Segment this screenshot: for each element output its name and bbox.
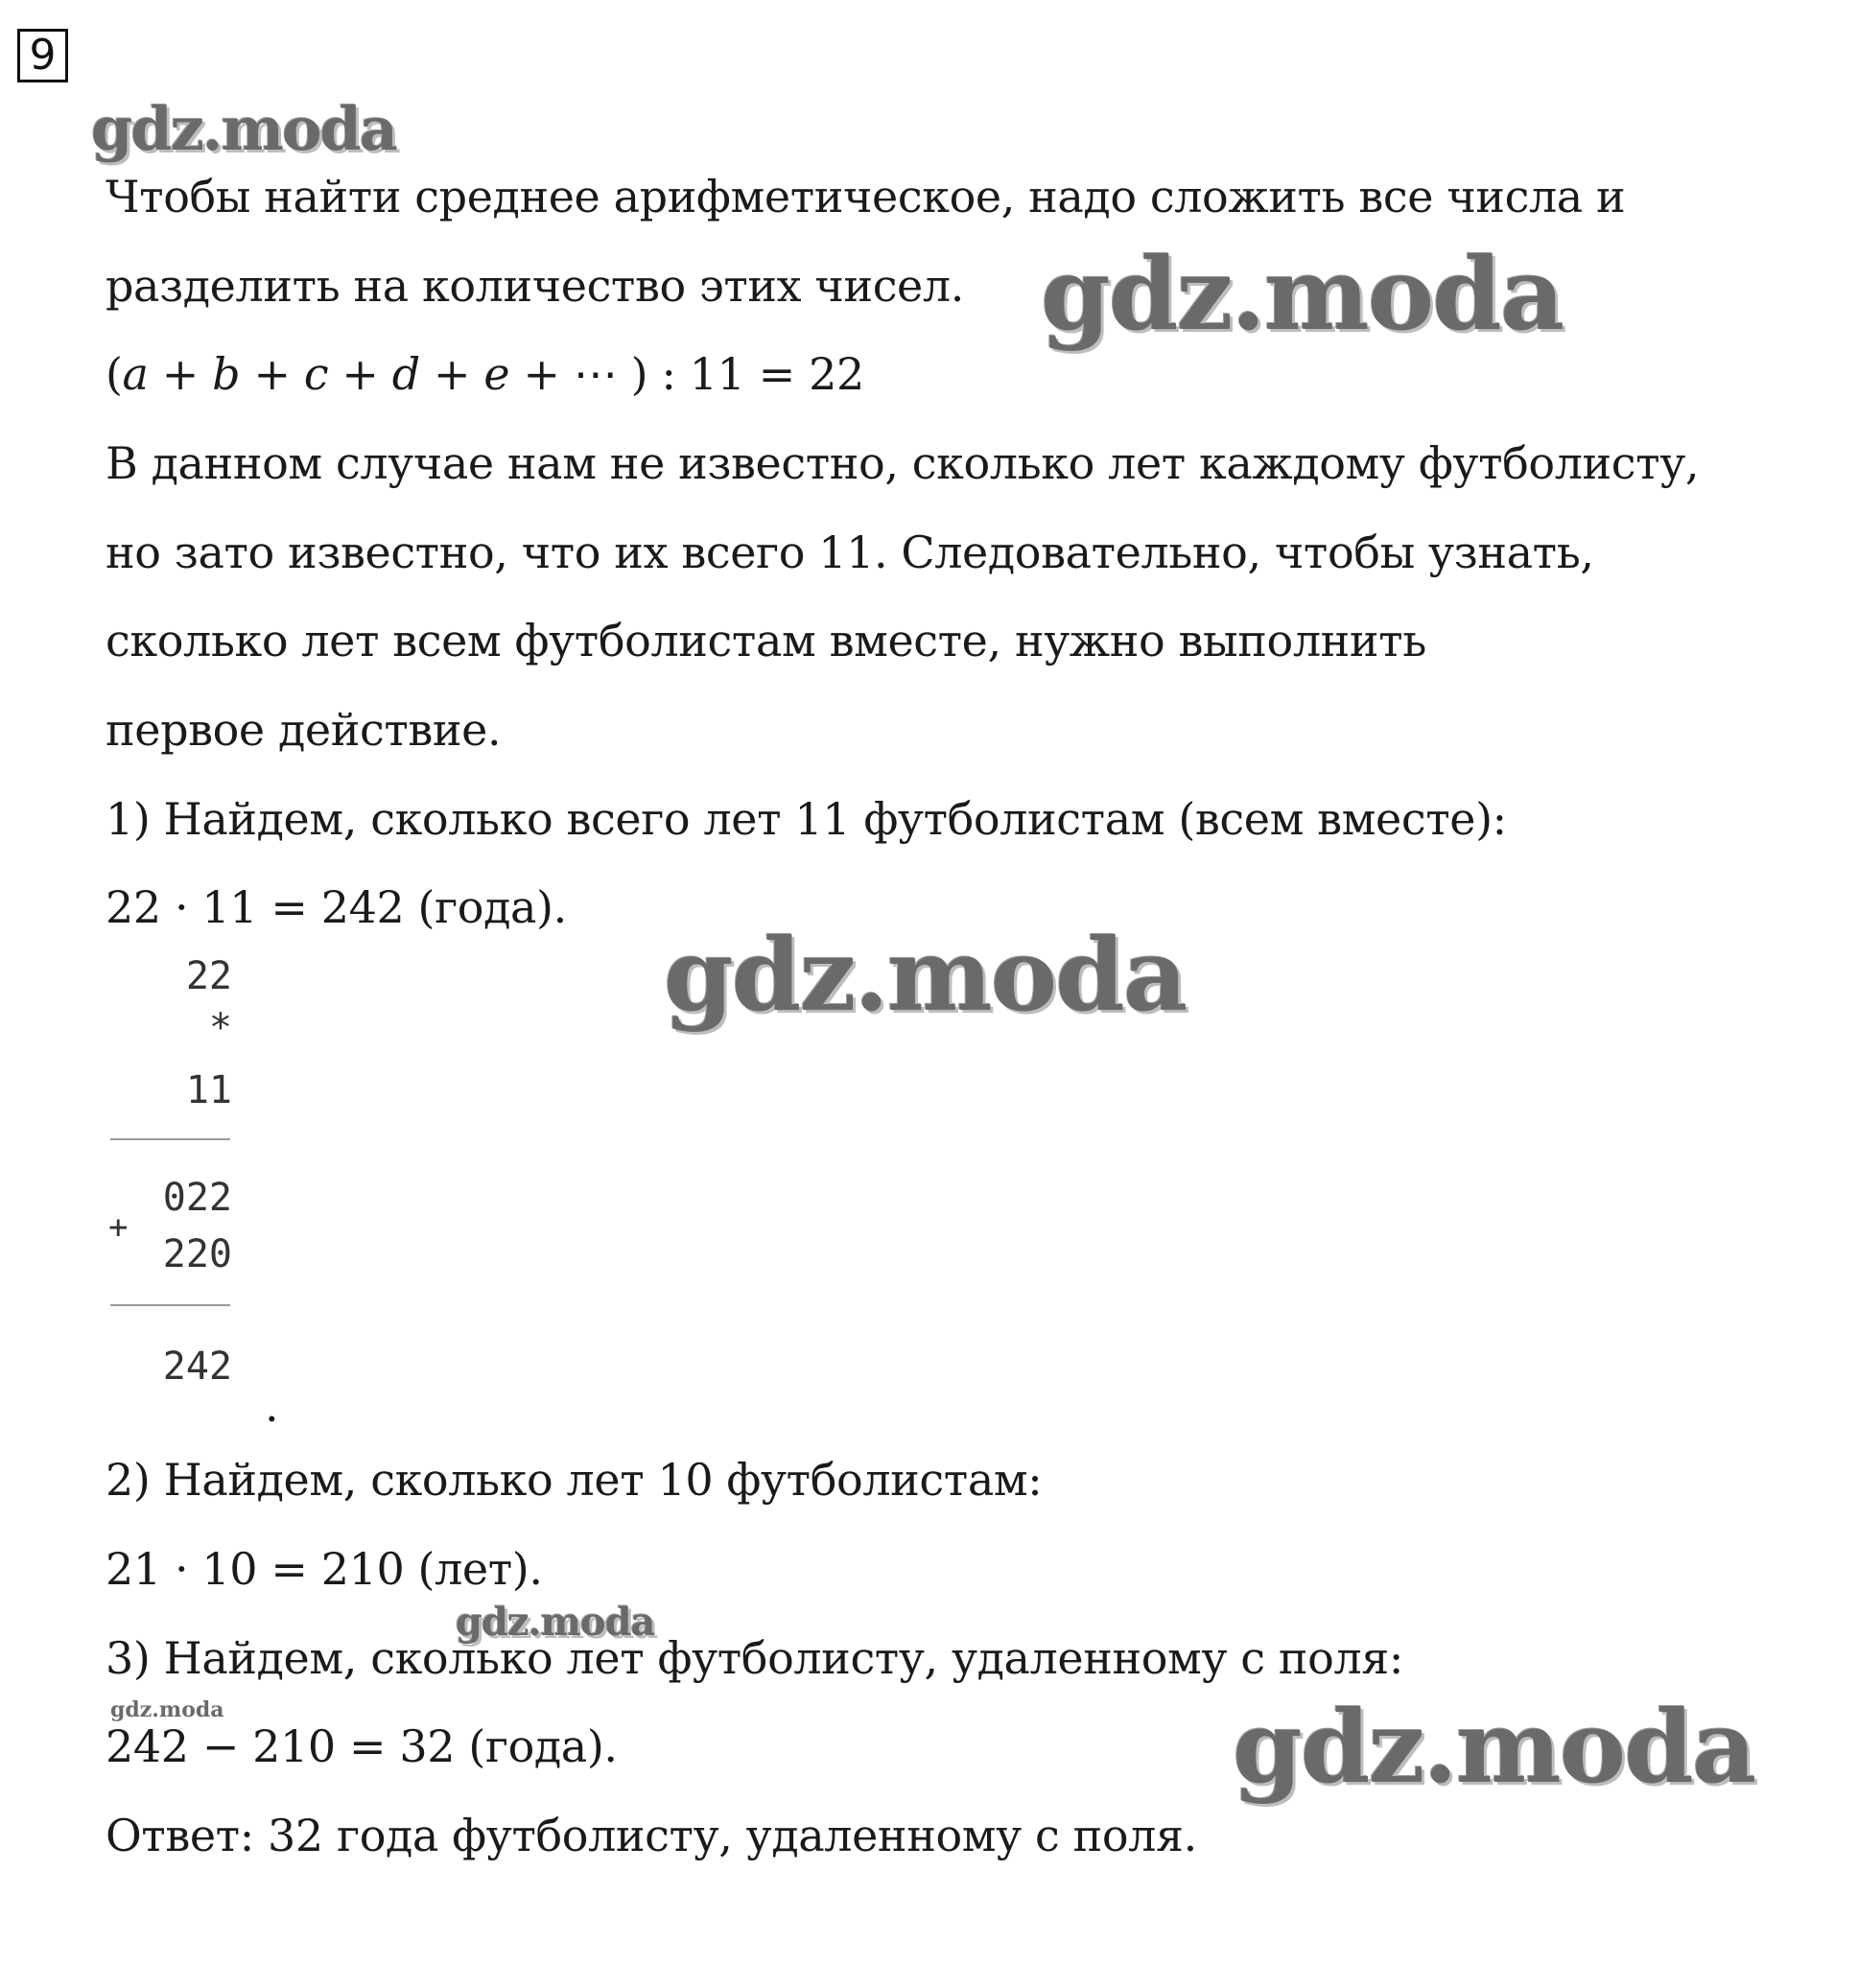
column-calc-result: 242 bbox=[162, 1345, 232, 1389]
column-calc-partial-2: 220 bbox=[162, 1232, 232, 1276]
step-2-text: 2) Найдем, сколько лет 10 футболистам: bbox=[106, 1454, 1043, 1506]
text-line-2: разделить на количество этих чисел. bbox=[106, 260, 964, 312]
formula-plus: + bbox=[509, 348, 574, 400]
column-calc-multiplier: 11 bbox=[185, 1068, 232, 1112]
formula-open-paren: ( bbox=[106, 348, 123, 400]
step-3-text: 3) Найдем, сколько лет футболисту, удаленному с поля: bbox=[106, 1632, 1403, 1684]
problem-number-badge: 9 bbox=[17, 29, 68, 82]
watermark-logo: gdz.moda bbox=[456, 1600, 655, 1645]
average-formula bbox=[106, 347, 864, 401]
formula-rest: ) : 11 = 22 bbox=[617, 348, 864, 400]
step-1-equation: 22 · 11 = 242 (года). bbox=[106, 881, 567, 933]
text-line-4: В данном случае нам не известно, сколько лет каждому футболисту, bbox=[106, 437, 1700, 489]
column-calc-operator: * bbox=[208, 1006, 232, 1050]
column-calc-partial-1: 022 bbox=[162, 1176, 232, 1220]
text-line-5: но зато известно, что их всего 11. Следовательно, чтобы узнать, bbox=[106, 526, 1594, 578]
formula-plus: + bbox=[419, 348, 484, 400]
watermark-logo: gdz.moda bbox=[110, 1697, 224, 1722]
column-calc-rule bbox=[110, 1138, 230, 1140]
formula-var-b: b bbox=[212, 348, 241, 400]
column-calc-rule bbox=[110, 1304, 230, 1306]
watermark-logo: gdz.moda bbox=[1233, 1688, 1755, 1806]
text-line-1: Чтобы найти среднее арифметическое, надо сложить все числа и bbox=[106, 171, 1626, 222]
step-3-equation: 242 − 210 = 32 (года). bbox=[106, 1720, 618, 1772]
formula-plus: + bbox=[240, 348, 304, 400]
column-calc-top: 22 bbox=[185, 954, 232, 998]
formula-var-c: c bbox=[303, 348, 329, 400]
formula-var-e: e bbox=[483, 348, 510, 400]
watermark-logo: gdz.moda bbox=[1041, 235, 1564, 353]
formula-ellipsis: ⋯ bbox=[573, 348, 618, 400]
column-calc-end-dot: . bbox=[265, 1380, 279, 1432]
formula-var-d: d bbox=[391, 348, 420, 400]
formula-plus: + bbox=[148, 348, 213, 400]
watermark-logo: gdz.moda bbox=[664, 916, 1187, 1034]
answer-text: Ответ: 32 года футболисту, удаленному с поля. bbox=[106, 1810, 1197, 1861]
text-line-6: сколько лет всем футболистам вместе, нужно выполнить bbox=[106, 615, 1426, 667]
column-calc-plus: + bbox=[108, 1208, 129, 1247]
formula-plus: + bbox=[328, 348, 392, 400]
watermark-logo: gdz.moda bbox=[91, 94, 396, 164]
step-1-text: 1) Найдем, сколько всего лет 11 футболистам (всем вместе): bbox=[106, 793, 1507, 845]
step-2-equation: 21 · 10 = 210 (лет). bbox=[106, 1543, 543, 1595]
text-line-7: первое действие. bbox=[106, 704, 502, 756]
formula-var-a: a bbox=[122, 348, 149, 400]
